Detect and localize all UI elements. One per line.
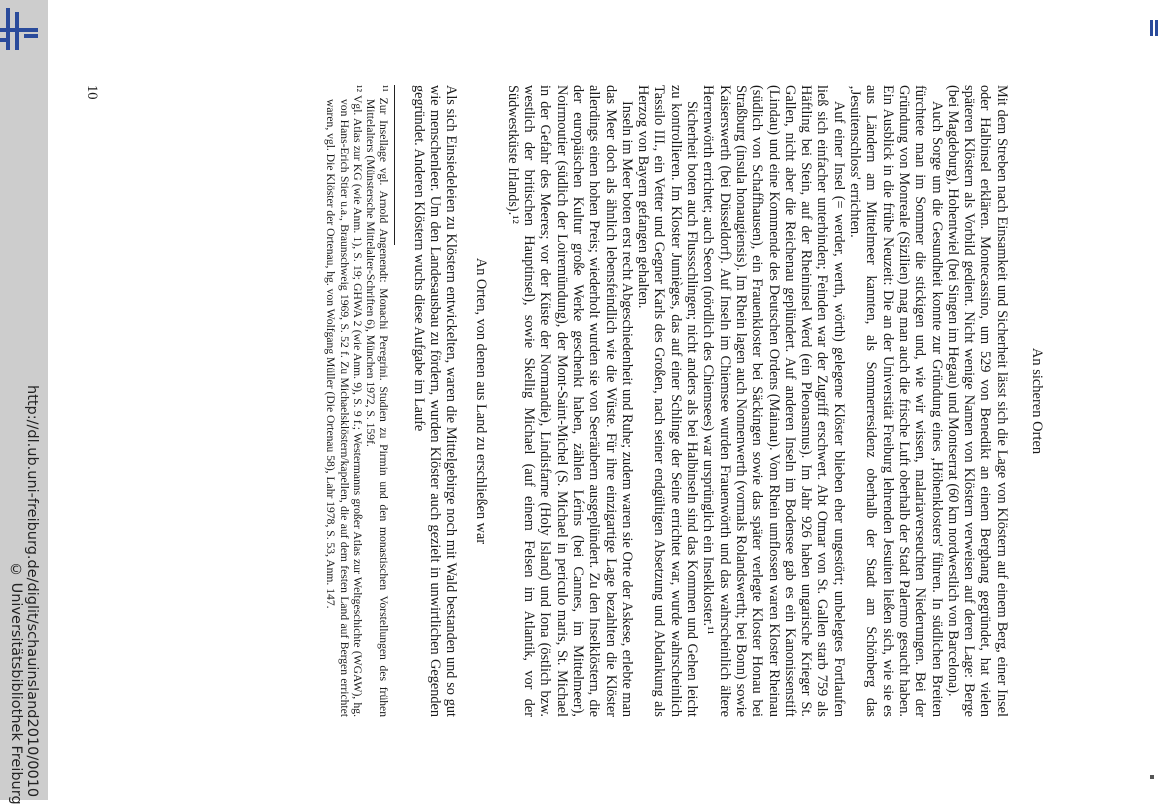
paragraph: Als sich Einsiedeleien zu Klöstern entwickelten, waren die Mittelgebirge noch mit Wald bestanden und so gut wie menschenleer. Um den Landesausbau zu fördern, wurden Klöster auch gezielt in unwirtlichen Gegenden gegründet. Anderen Klöstern wuchs diese Aufgabe im Laufe xyxy=(410,85,460,717)
paragraph: Sicherheit boten auch Flussschlingen; nicht anders als bei Halbinseln sind das Kommen und Gehen leicht zu kontrollieren. Im Kloster Jumièges, das auf einer Schlinge der Seine errichtet war, wurde wahrscheinlich Tassilo III., ein Vetter und Gegner Karls des Großen, nach seiner endgültigen Absetzung und Abdankung als Herzog von Bayern gefangen gehalten. xyxy=(635,85,701,717)
paragraph: Mit dem Streben nach Einsamkeit und Sicherheit lässt sich die Lage von Klöstern auf einem Berg, einer Insel oder Halbinsel erklären. Montecassino, um 529 von Benedikt an einem Berghang gegründet, hat vielen späteren Klöstern als Vorbild gedient. Nicht wenige Namen von Klöstern verweisen auf deren Lage: Berge (bei Magdeburg), Hohentwiel (bei Singen im Hegau) und Montserrat (60 km nordwestlich von Barcelona). xyxy=(944,85,1010,717)
footnote-divider xyxy=(394,85,395,245)
page-number: 10 xyxy=(84,85,100,100)
edge-mark xyxy=(1150,775,1154,779)
footnote: ¹² Vgl. Atlas zur KG (wie Anm. 1), S. 19; GHWA 2 (wie Anm. 9), S. 9 f.; Westermanns großer Atlas zur Weltgeschichte (WGAW), hg. von Hans-Erich Stier u.a., Braunschweig 1969, S. 52 f. Zu Michaelsklöstern/kapellen, die auf dem festen Land auf Bergen errichtet waren, vgl. Die Klöster der Ortenau, hg. von Wolfgang Müller (Die Ortenau 58), Lahr 1978, S. 53, Anm. 147. xyxy=(324,85,364,717)
paragraph: Inseln im Meer boten erst recht Abgeschiedenheit und Ruhe; zudem waren sie Orte der Askese, erlebte man das Meer doch als ähnlich lebensfeindlich wie die Wüste. Für ihre einzigartige Lage bezahlten die Klöster allerdings einen hohen Preis; wiederholt wurden sie von Seeräubern ausgeplündert. Zu den Inselklöstern, die der europäischen Kultur große Werke geschenkt haben, zählen Lérins (bei Cannes, im Mittelmeer), Noirmoutier (südlich der Loiremündung), der Mont-Saint-Michel (S. Michael in periculo maris, St. Michael in der Gefahr des Meeres; vor der Küste der Normandie), Lindisfarne (Holy Island) und Iona (östlich bzw. westlich der britischen Hauptinsel), sowie Skellig Michael (auf einem Felsen im Atlantik, vor der Südwestküste Irlands).¹² xyxy=(504,85,635,717)
edge-mark xyxy=(1150,20,1153,36)
viewer-sidebar xyxy=(0,0,48,805)
edge-marks xyxy=(1148,0,1161,800)
footnote: ¹¹ Zur Insellage vgl. Arnold Angenendt: Monachi Peregrini. Studien zu Pirmin und den monastischen Vorstellungen des frühen Mittelalters (Münstersche Mittelalter-Schriften 6), München 1972, S. 159f. xyxy=(364,85,391,717)
running-head: An sicheren Orten xyxy=(1029,347,1045,455)
edge-mark xyxy=(1155,20,1158,36)
watermark-copyright: © Universitätsbibliothek Freiburg xyxy=(8,562,24,805)
paragraph: Auch Sorge um die Gesundheit konnte zur Gründung eines ‚Höhenklosters' führen. In südlichen Breiten fürchtete man im Sommer die stickigen und, wie wir wissen, malariaverseuchten Niederungen. Bei der Gründung von Monreale (Sizilien) mag man auch die frische Luft oberhalb der Stadt Palermo gesucht haben. Ein Ausblick in die frühe Neuzeit: Die an der Universität Freiburg lehrenden Jesuiten ließen sich, wie sie es aus Ländern am Mittelmeer kannten, als Sommerresidenz oberhalb der Stadt am Schönberg das ‚Jesuitenschloss' errichten. xyxy=(847,85,945,717)
document-page xyxy=(75,85,1045,717)
watermark-url: http://dl.ub.uni-freiburg.de/diglit/schauinsland2010/0010 xyxy=(24,385,40,798)
watermark xyxy=(8,385,40,805)
ub-freiburg-logo-icon xyxy=(0,8,40,50)
paragraph: Auf einer Insel (= werder, werth, wörth) gelegene Klöster blieben eher ungestört; unbelegtes Fortlaufen ließ sich einfacher unterbinden; Feinden war der Zugriff erschwert. Abt Otmar von St. Gallen starb 759 als Häftling bei Stein, auf der Rheininsel Werd (ein Pleonasmus). Im Jahr 926 haben ungarische Krieger St. Gallen, nicht aber die Reichenau geplündert. Auf anderen Inseln im Bodensee gab es ein Kanonissenstift (Lindau) und eine Kommende des Deutschen Ordens (Mainau). Vom Rhein umflossen waren Kloster Rheinau (südlich von Schaffhausen), ein Frauenkloster bei Säckingen sowie das später verlegte Kloster Honau bei Straßburg (insula honaugiensis). Im Rhein lagen auch Nonnenwerth (vormals Rolandswerth; bei Bonn) sowie Kaiserswerth (bei Düsseldorf). Auf Inseln im Chiemsee wurden Frauenwörth und das wahrscheinlich ältere Herrenwörth errichtet; auch Seeon (nördlich des Chiemsees) war ursprünglich ein Inselkloster.¹¹ xyxy=(700,85,847,717)
section-heading: An Orten, von denen aus Land zu erschließen war xyxy=(473,257,490,545)
